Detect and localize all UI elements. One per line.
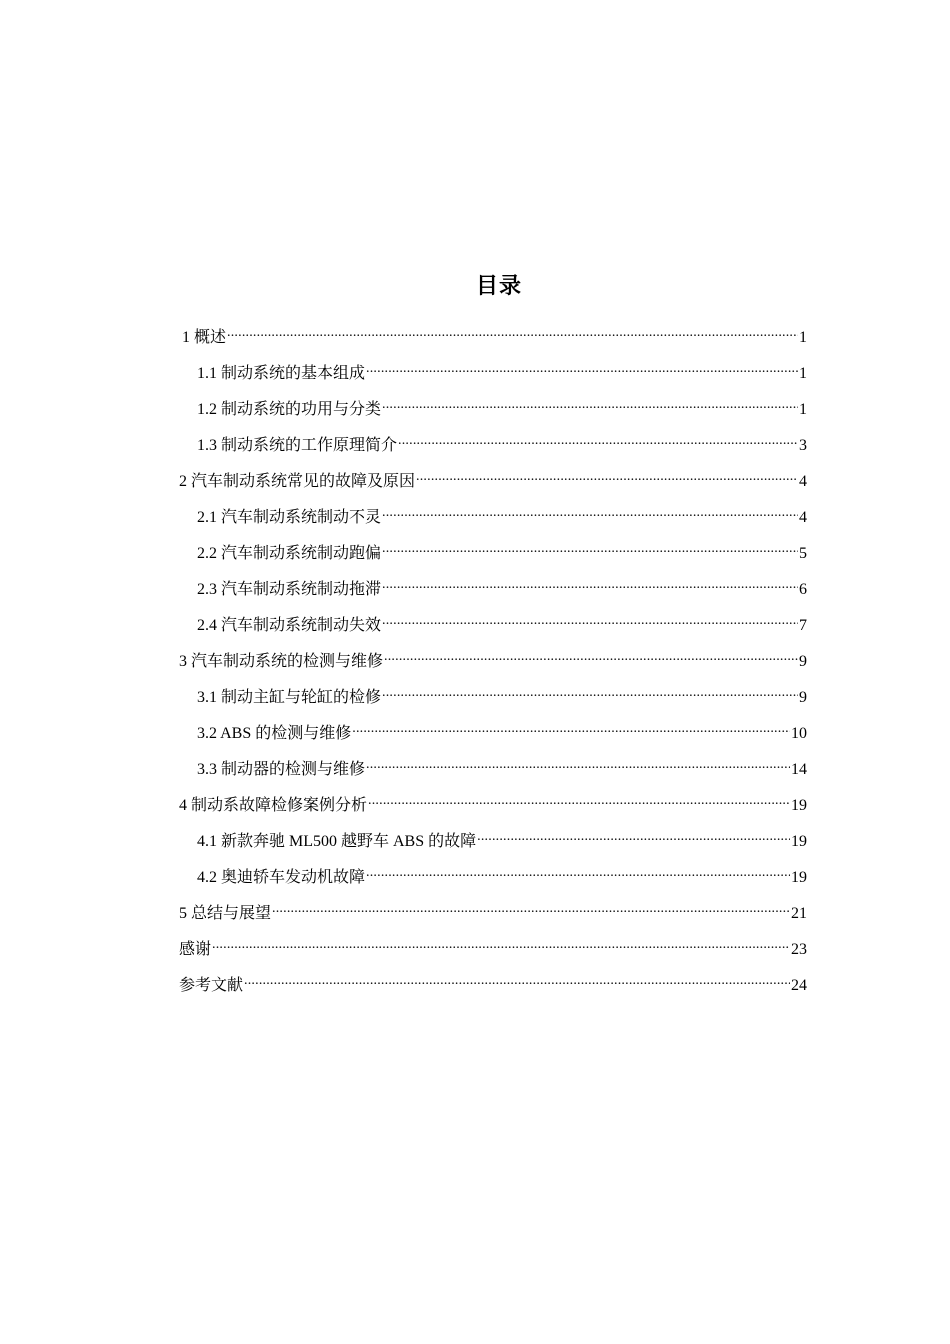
toc-entry-page: 19	[791, 797, 807, 814]
toc-entry[interactable]	[179, 864, 807, 900]
toc-entry-page: 19	[791, 833, 807, 850]
toc-entry-label: 1.3 制动系统的工作原理简介	[197, 437, 398, 454]
toc-entry-page: 9	[799, 653, 807, 670]
toc-entry[interactable]	[179, 756, 807, 792]
toc-entry[interactable]	[179, 540, 807, 576]
dot-leader	[272, 900, 790, 918]
toc-entry[interactable]	[179, 432, 807, 468]
dot-leader	[398, 432, 798, 450]
dot-leader	[382, 504, 798, 522]
dot-leader	[244, 972, 790, 990]
toc-entry[interactable]	[179, 792, 807, 828]
dot-leader	[384, 648, 798, 666]
toc-entry-page: 3	[799, 437, 807, 454]
dot-leader	[477, 828, 790, 846]
toc-entry[interactable]	[179, 468, 807, 504]
toc-entry[interactable]	[179, 936, 807, 972]
toc-entry-label: 3 汽车制动系统的检测与维修	[179, 653, 384, 670]
toc-entry-page: 4	[799, 473, 807, 490]
toc-entry-label: 2 汽车制动系统常见的故障及原因	[179, 473, 416, 490]
toc-entry-page: 1	[799, 365, 807, 382]
dot-leader	[352, 720, 790, 738]
dot-leader	[382, 396, 798, 414]
toc-entry-label: 1 概述	[182, 329, 227, 346]
dot-leader	[382, 576, 798, 594]
toc-entry-label: 2.1 汽车制动系统制动不灵	[197, 509, 382, 526]
dot-leader	[416, 468, 798, 486]
toc-entry[interactable]	[179, 396, 807, 432]
toc-entry-page: 24	[791, 977, 807, 994]
toc-entry-label: 2.2 汽车制动系统制动跑偏	[197, 545, 382, 562]
toc-entry[interactable]	[179, 360, 807, 396]
toc-entry-page: 19	[791, 869, 807, 886]
toc-entry-label: 3.3 制动器的检测与维修	[197, 761, 366, 778]
dot-leader	[382, 540, 798, 558]
table-of-contents	[179, 324, 807, 1008]
dot-leader	[368, 792, 790, 810]
toc-entry-label: 5 总结与展望	[179, 905, 272, 922]
toc-entry-page: 10	[791, 725, 807, 742]
toc-entry-page: 14	[791, 761, 807, 778]
dot-leader	[382, 612, 798, 630]
toc-entry-page: 6	[799, 581, 807, 598]
toc-entry-label: 4 制动系故障检修案例分析	[179, 797, 368, 814]
toc-title: 目录	[475, 273, 522, 298]
toc-entry-label: 4.2 奥迪轿车发动机故障	[197, 869, 366, 886]
toc-entry[interactable]	[179, 648, 807, 684]
toc-entry[interactable]	[179, 576, 807, 612]
toc-entry-page: 7	[799, 617, 807, 634]
toc-entry-page: 1	[799, 329, 807, 346]
toc-entry-label: 4.1 新款奔驰 ML500 越野车 ABS 的故障	[197, 833, 477, 850]
dot-leader	[366, 360, 798, 378]
toc-entry-page: 23	[791, 941, 807, 958]
toc-entry-label: 2.4 汽车制动系统制动失效	[197, 617, 382, 634]
toc-entry-page: 4	[799, 509, 807, 526]
toc-entry-page: 5	[799, 545, 807, 562]
toc-entry-page: 9	[799, 689, 807, 706]
toc-entry[interactable]	[179, 612, 807, 648]
dot-leader	[212, 936, 790, 954]
toc-entry-label: 感谢	[179, 941, 212, 958]
toc-entry-label: 参考文献	[179, 977, 244, 994]
dot-leader	[366, 756, 790, 774]
toc-entry-page: 1	[799, 401, 807, 418]
toc-entry[interactable]	[179, 324, 807, 360]
toc-entry-label: 1.2 制动系统的功用与分类	[197, 401, 382, 418]
toc-entry[interactable]	[179, 828, 807, 864]
toc-entry[interactable]	[179, 900, 807, 936]
toc-entry-label: 1.1 制动系统的基本组成	[197, 365, 366, 382]
dot-leader	[366, 864, 790, 882]
toc-entry-label: 3.2 ABS 的检测与维修	[197, 725, 352, 742]
toc-entry[interactable]	[179, 504, 807, 540]
toc-entry[interactable]	[179, 972, 807, 1008]
toc-entry-label: 2.3 汽车制动系统制动拖滞	[197, 581, 382, 598]
toc-entry[interactable]	[179, 684, 807, 720]
toc-entry-label: 3.1 制动主缸与轮缸的检修	[197, 689, 382, 706]
dot-leader	[382, 684, 798, 702]
toc-entry[interactable]	[179, 720, 807, 756]
dot-leader	[227, 324, 798, 342]
toc-entry-page: 21	[791, 905, 807, 922]
